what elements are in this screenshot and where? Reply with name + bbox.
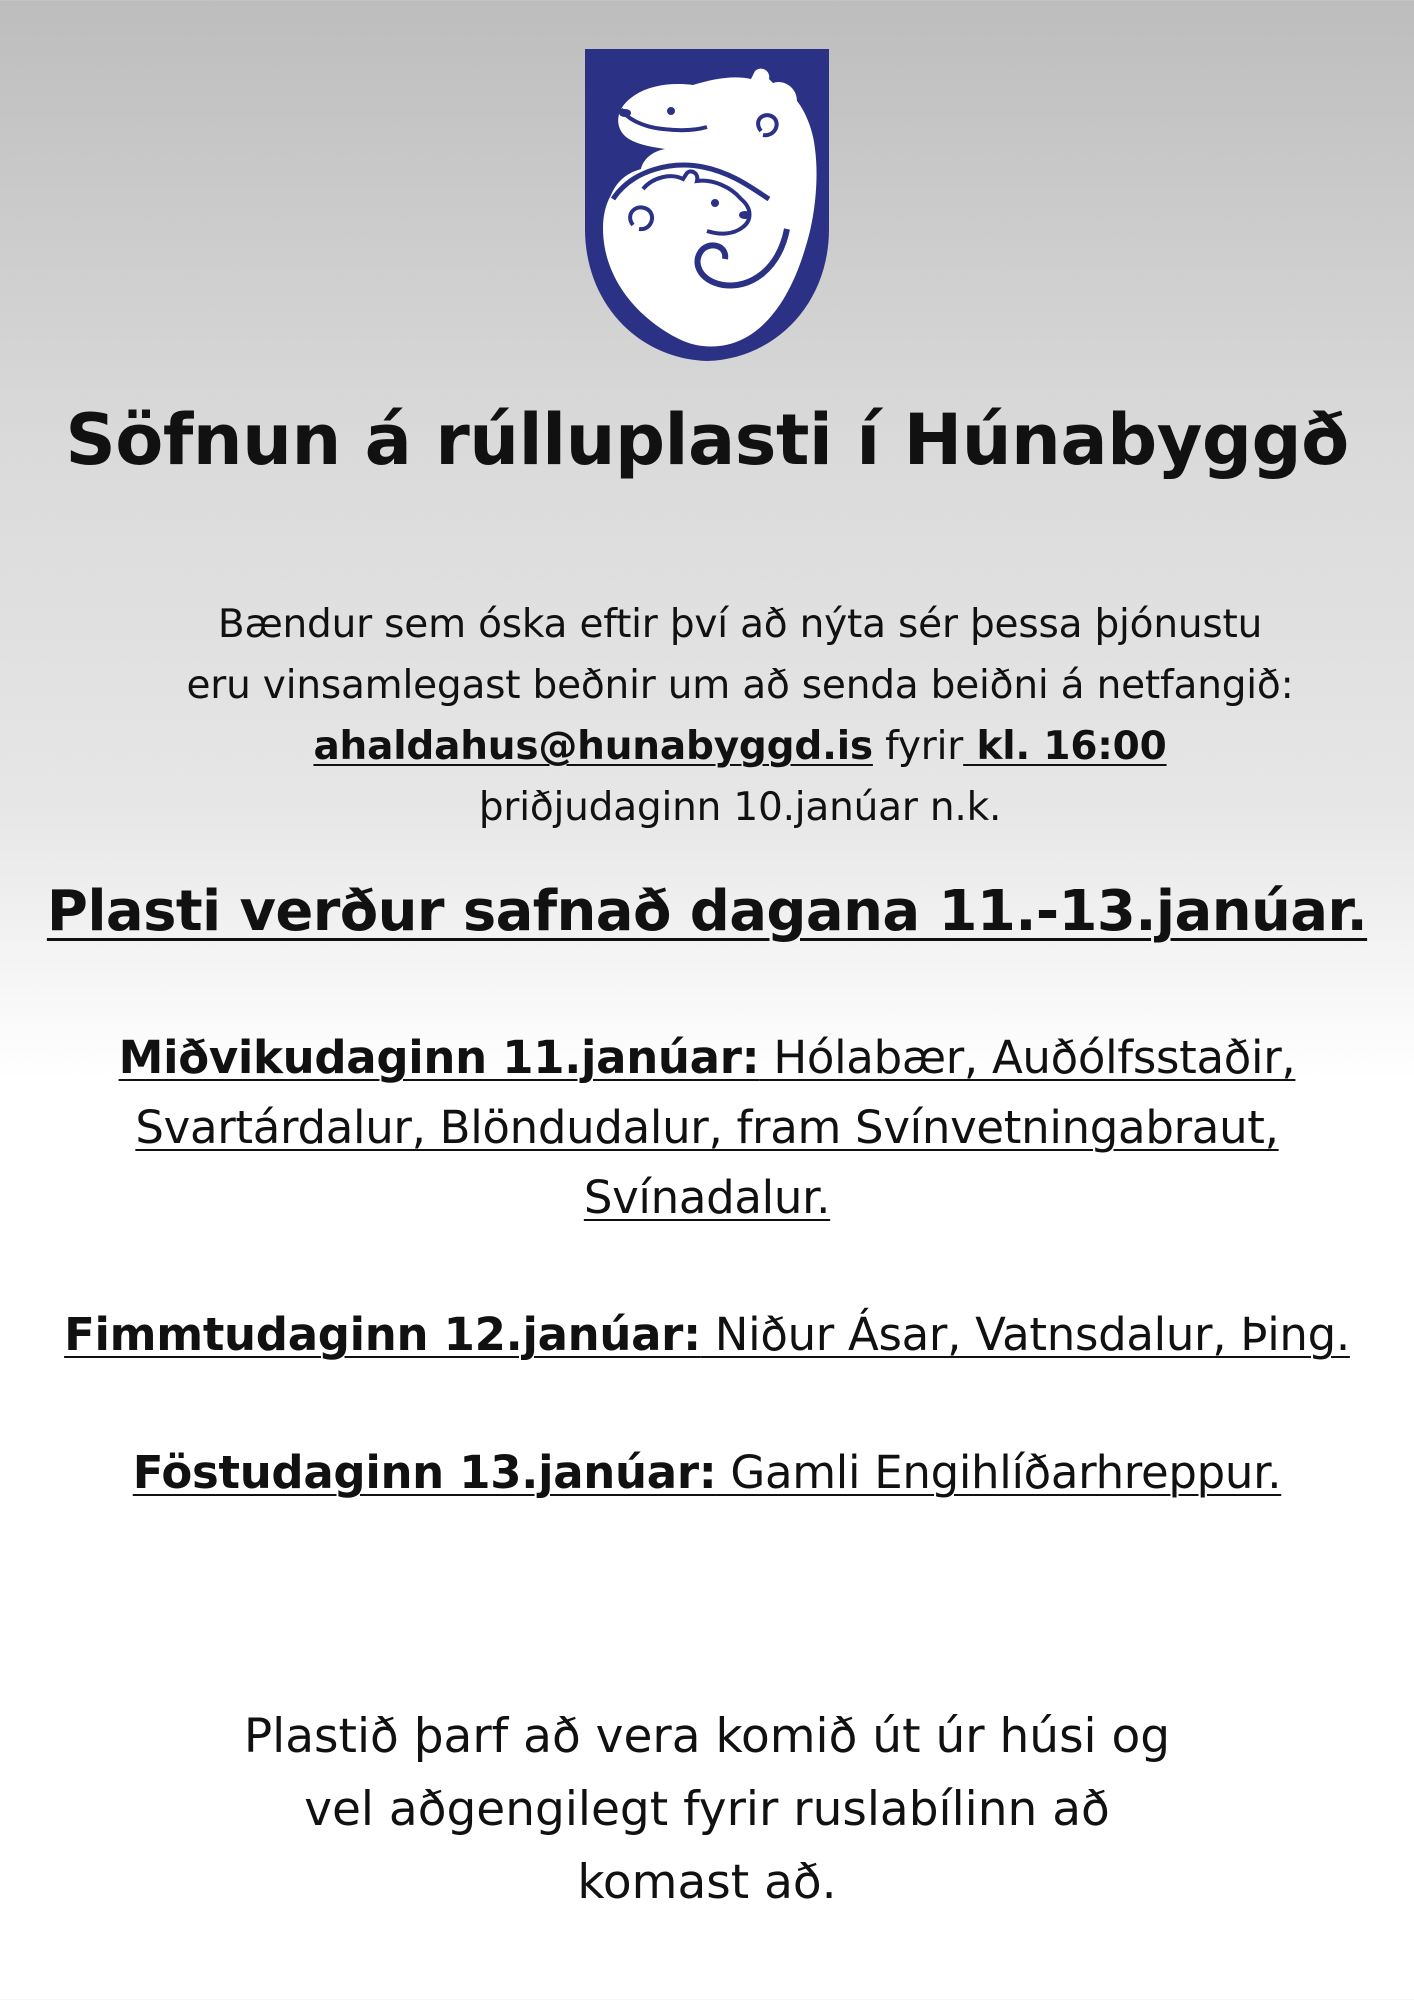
- email-link[interactable]: ahaldahus@hunabyggd.is: [313, 724, 873, 769]
- schedule-item-friday: [0, 1438, 1414, 1508]
- schedule-areas: Hólabær, Auðólfsstaðir,: [759, 1031, 1296, 1084]
- intro-line-2: eru vinsamlegast beðnir um að senda beiðni á netfangið:: [186, 663, 1294, 708]
- schedule-areas-cont: Svartárdalur, Blöndudalur, fram Svínvetningabraut,: [135, 1101, 1279, 1154]
- schedule-areas: Niður Ásar, Vatnsdalur, Þing.: [700, 1308, 1350, 1361]
- footer-line-2: vel aðgengilegt fyrir ruslabílinn að: [304, 1782, 1110, 1837]
- page-title: Söfnun á rúlluplasti í Húnabyggð: [65, 399, 1349, 481]
- deadline-time: kl. 16:00: [963, 724, 1167, 769]
- footer-line-3: komast að.: [577, 1855, 837, 1910]
- collection-heading: Plasti verður safnað dagana 11.-13.janúar.: [46, 879, 1368, 944]
- polar-bears-icon: [583, 49, 831, 362]
- schedule-item-wednesday: [0, 1023, 1414, 1233]
- schedule-day: Fimmtudaginn 12.janúar:: [64, 1308, 701, 1361]
- schedule-item-thursday: [0, 1300, 1414, 1370]
- intro-line-1: Bændur sem óska eftir því að nýta sér þessa þjónustu: [217, 602, 1263, 647]
- schedule-areas-cont: Svínadalur.: [583, 1171, 831, 1224]
- schedule-areas: Gamli Engihlíðarhreppur.: [716, 1446, 1282, 1499]
- footer-note: [0, 1700, 1414, 1919]
- intro-text: [60, 594, 1414, 838]
- intro-line-3: [60, 716, 1414, 777]
- deadline-date: þriðjudaginn 10.janúar n.k.: [478, 785, 1002, 830]
- schedule-day: Föstudaginn 13.janúar:: [132, 1446, 717, 1499]
- footer-line-1: Plastið þarf að vera komið út úr húsi og: [243, 1709, 1171, 1764]
- before-label: fyrir: [872, 724, 964, 769]
- schedule-day: Miðvikudaginn 11.janúar:: [118, 1031, 760, 1084]
- hunabyggd-coat-of-arms-logo: [583, 49, 831, 362]
